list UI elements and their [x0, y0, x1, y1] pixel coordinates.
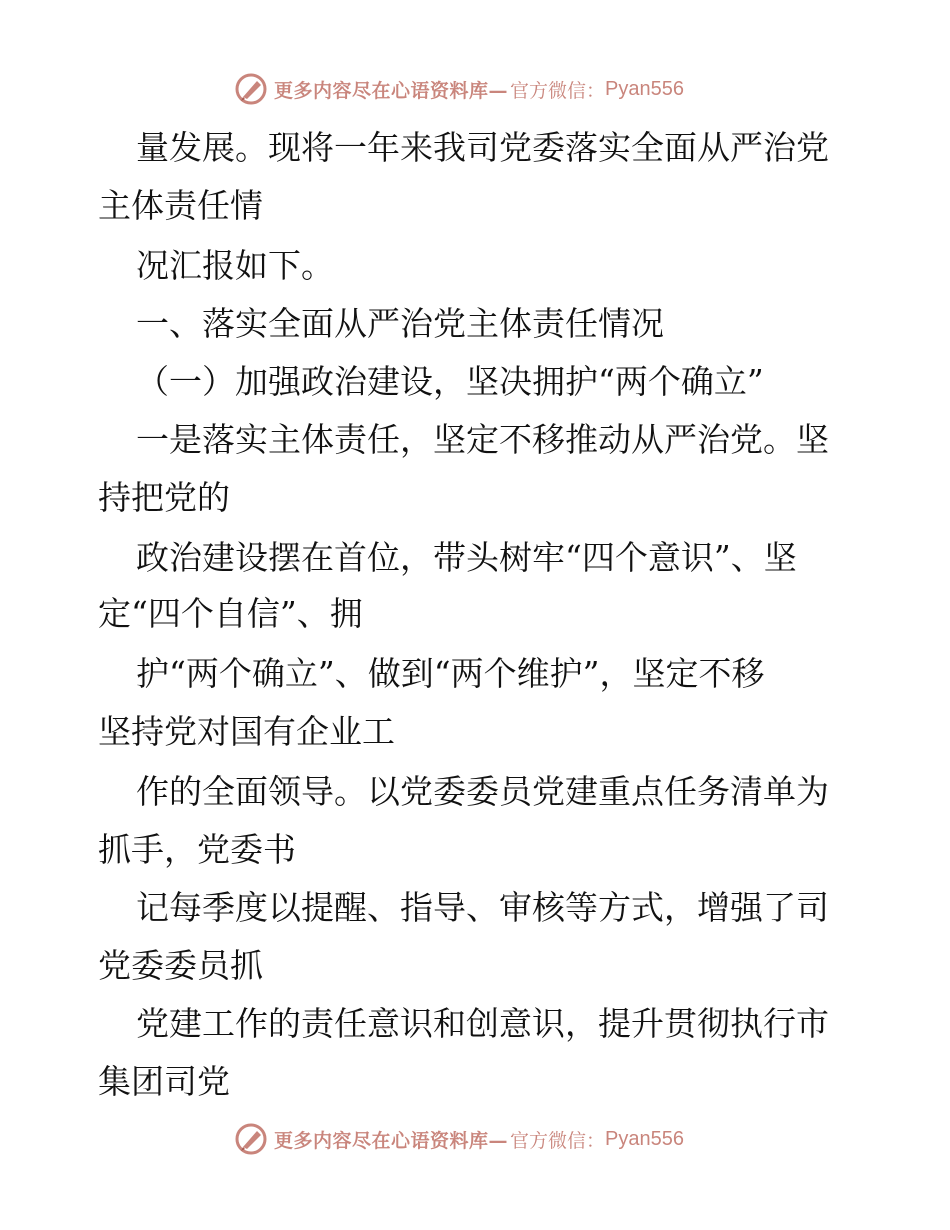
watermark-text: 更多内容尽在心语资料库—: [274, 1129, 509, 1152]
text-line: 主体责任情: [98, 186, 263, 225]
text-line: 坚持党对国有企业工: [98, 712, 395, 751]
section-heading: 一、落实全面从严治党主体责任情况: [136, 304, 664, 343]
text-line: 记每季度以提醒、指导、审核等方式，增强了司: [136, 888, 829, 927]
watermark-wechat-label: 官方微信：: [510, 79, 606, 102]
pen-logo-icon: [234, 72, 268, 106]
text-line: 持把党的: [98, 478, 230, 517]
text-line: 况汇报如下。: [136, 246, 334, 285]
text-line: 量发展。现将一年来我司党委落实全面从严治党: [136, 128, 829, 167]
watermark-banner-bottom: [234, 1122, 714, 1156]
pen-logo-icon: [234, 1122, 268, 1156]
text-line: 护“两个确立”、做到“两个维护”，坚定不移: [136, 654, 765, 693]
text-line: 定“四个自信”、拥: [98, 594, 363, 633]
text-line: 党委委员抓: [98, 946, 263, 985]
subsection-heading: （一）加强政治建设，坚决拥护“两个确立”: [136, 362, 764, 401]
watermark-wechat-id: Pyan556: [605, 1127, 684, 1150]
watermark-wechat-id: Pyan556: [605, 77, 684, 100]
text-line: 集团司党: [98, 1062, 230, 1101]
text-line: 一是落实主体责任，坚定不移推动从严治党。坚: [136, 420, 829, 459]
watermark-wechat-label: 官方微信：: [510, 1129, 606, 1152]
text-line: 政治建设摆在首位，带头树牢“四个意识”、坚: [136, 538, 797, 577]
watermark-text: 更多内容尽在心语资料库—: [274, 79, 509, 102]
watermark-banner-top: [234, 72, 714, 106]
text-line: 党建工作的责任意识和创意识，提升贯彻执行市: [136, 1004, 829, 1043]
text-line: 作的全面领导。以党委委员党建重点任务清单为: [136, 772, 829, 811]
text-line: 抓手，党委书: [98, 830, 296, 869]
